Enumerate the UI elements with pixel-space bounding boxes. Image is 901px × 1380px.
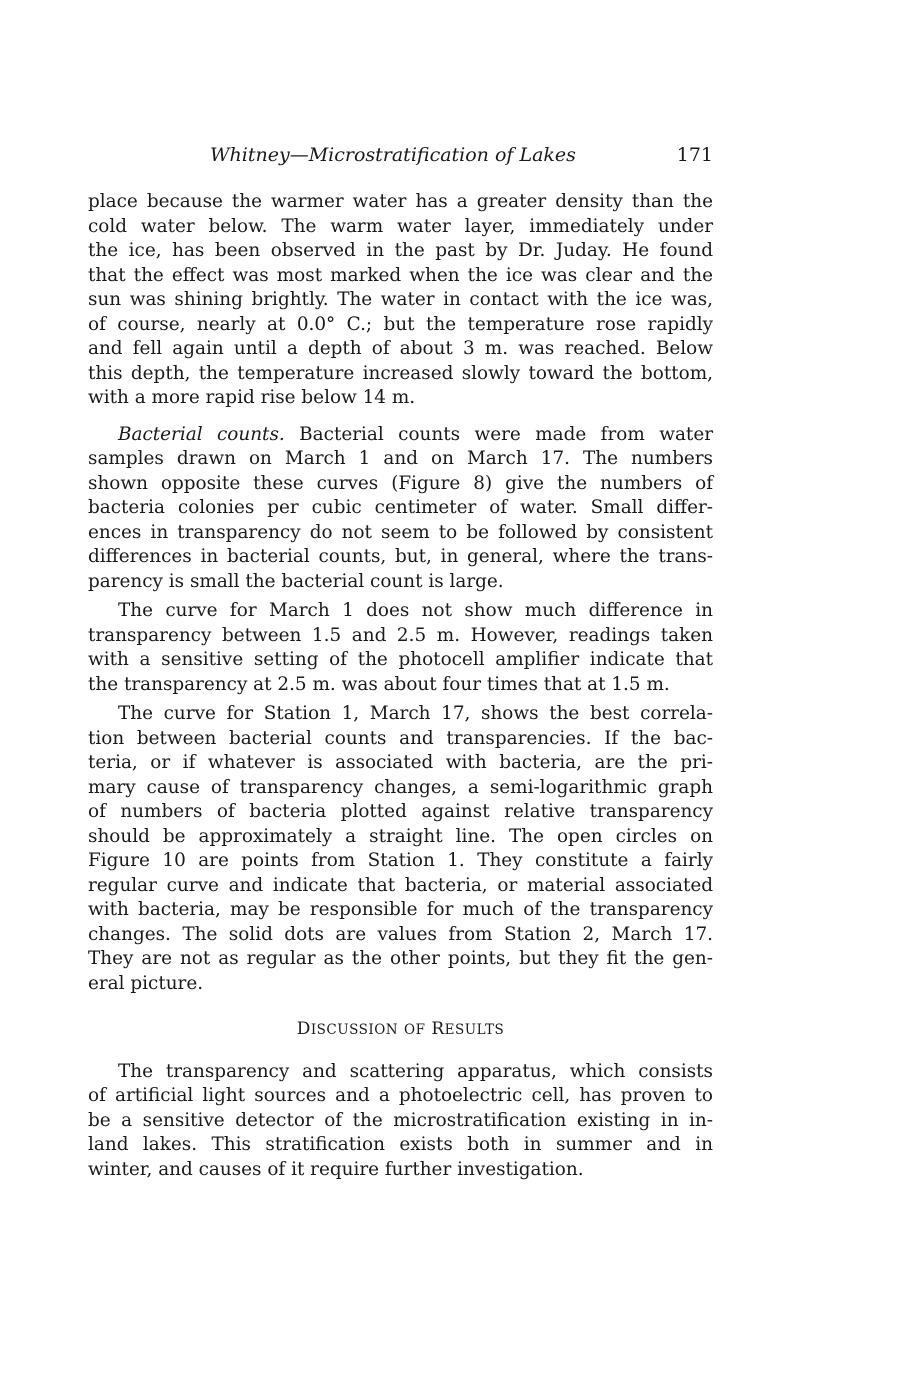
text-line: winter, and causes of it require further investigation.	[88, 1158, 584, 1180]
heading-smallcaps: OF	[404, 1022, 426, 1038]
text-line: with bacteria, may be responsible for much of the transparency	[88, 899, 713, 920]
text-line: parency is small the bacterial count is large.	[88, 570, 504, 592]
running-title: Whitney—Microstratification of Lakes	[210, 144, 576, 166]
text-line: ences in transparency do not seem to be followed by consistent	[88, 521, 713, 543]
text-line: They are not as regular as the other points, but they fit the gen-	[88, 948, 713, 969]
text-line: with a more rapid rise below 14 m.	[88, 387, 416, 408]
text-line: changes. The solid dots are values from Station 2, March 17.	[88, 923, 713, 945]
paragraph-ice-temperature	[88, 190, 713, 411]
text-line: be a sensitive detector of the microstratification existing in in-	[88, 1109, 713, 1131]
text-line: mary cause of transparency changes, a semi-logarithmic graph	[88, 776, 713, 798]
text-line: with a sensitive setting of the photocell amplifier indicate that	[88, 649, 713, 670]
paragraph-march-1-curve	[88, 599, 713, 697]
text-line: this depth, the temperature increased slowly toward the bottom,	[88, 362, 713, 384]
paragraph-station-1-curve	[88, 702, 713, 996]
text-line: that the effect was most marked when the ice was clear and the	[88, 264, 713, 286]
article-body	[88, 190, 713, 1182]
heading-initial: D	[296, 1019, 311, 1039]
text-line: of numbers of bacteria plotted against relative transparency	[88, 801, 713, 822]
run-in-heading: Bacterial counts.	[118, 423, 285, 445]
heading-smallcaps: ESULTS	[444, 1022, 505, 1038]
text-line: land lakes. This stratification exists both in summer and in	[88, 1134, 713, 1155]
paragraph-bacterial-counts	[88, 423, 713, 595]
text-line: eral picture.	[88, 972, 204, 994]
text-line: teria, or if whatever is associated with bacteria, are the pri-	[88, 752, 713, 773]
text-line: transparency between 1.5 and 2.5 m. However, readings taken	[88, 624, 713, 646]
page-number: 171	[676, 144, 713, 166]
text-line: cold water below. The warm water layer, immediately under	[88, 215, 713, 237]
text-line: The curve for Station 1, March 17, shows the best correla-	[118, 703, 713, 724]
text-line: shown opposite these curves (Figure 8) give the numbers of	[88, 472, 713, 494]
text-line: bacteria colonies per cubic centimeter of water. Small differ-	[88, 497, 713, 518]
text-line	[88, 423, 713, 448]
text-line: sun was shining brightly. The water in contact with the ice was,	[88, 289, 713, 310]
text-line: place because the warmer water has a greater density than the	[88, 191, 713, 212]
text-line: Figure 10 are points from Station 1. They constitute a fairly	[88, 850, 713, 871]
text-line: The transparency and scattering apparatus, which consists	[118, 1060, 713, 1082]
heading-smallcaps: ISCUSSION	[310, 1022, 399, 1038]
text-line: the ice, has been observed in the past by Dr. Juday. He found	[88, 240, 713, 261]
text-line: the transparency at 2.5 m. was about four times that at 1.5 m.	[88, 673, 670, 695]
text-line: should be approximately a straight line. The open circles on	[88, 825, 713, 847]
paragraph-discussion	[88, 1060, 713, 1183]
text-line: samples drawn on March 1 and on March 17. The numbers	[88, 448, 713, 469]
text-line: regular curve and indicate that bacteria, or material associated	[88, 874, 713, 896]
text-line: differences in bacterial counts, but, in general, where the trans-	[88, 546, 713, 567]
text-line: The curve for March 1 does not show much difference in	[118, 600, 713, 621]
text-line: of artificial light sources and a photoelectric cell, has proven to	[88, 1085, 713, 1106]
text-line: tion between bacterial counts and transparencies. If the bac-	[88, 727, 713, 749]
section-heading	[88, 1017, 713, 1043]
text-line: of course, nearly at 0.0° C.; but the temperature rose rapidly	[88, 313, 713, 335]
text-line: and fell again until a depth of about 3 m. was reached. Below	[88, 338, 713, 359]
text-run: Bacterial counts were made from water	[284, 423, 713, 445]
heading-initial: R	[431, 1019, 445, 1039]
